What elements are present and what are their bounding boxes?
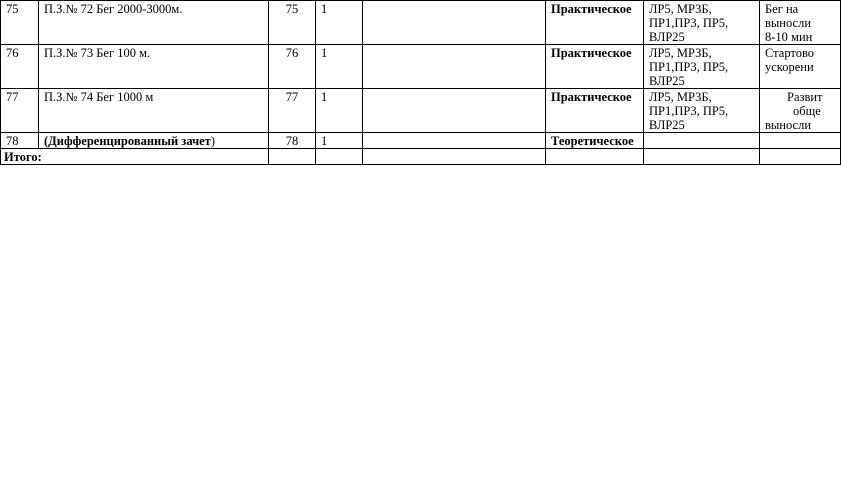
lesson-content: [760, 45, 841, 89]
competency-line: ЛР5, МРЗБ,: [649, 90, 712, 104]
competency-codes: [644, 45, 760, 89]
total-label: Итого:: [1, 149, 269, 165]
hours: 1: [316, 1, 363, 45]
content-line: выносли: [765, 16, 812, 30]
competency-line: ЛР5, МРЗБ,: [649, 2, 712, 16]
content-line: выносли: [765, 118, 812, 132]
lesson-title: П.З.№ 74 Бег 1000 м: [39, 89, 269, 133]
competency-line: ПР1,ПР3, ПР5,: [649, 60, 729, 74]
total-cell: [760, 149, 841, 165]
table-row: [1, 1, 841, 45]
competency-codes: [644, 133, 760, 149]
table-row: [1, 89, 841, 133]
content-line: обще: [793, 104, 821, 118]
hours: 1: [316, 45, 363, 89]
lesson-index: 75: [269, 1, 316, 45]
paren-close: ): [210, 134, 215, 148]
content-line: 8-10 мин: [765, 30, 813, 44]
lesson-content: [760, 1, 841, 45]
lesson-plan-table: [0, 0, 841, 165]
competency-codes: [644, 89, 760, 133]
lesson-title: П.З.№ 73 Бег 100 м.: [39, 45, 269, 89]
lesson-type: Практическое: [546, 1, 644, 45]
content-line: Развит: [787, 90, 823, 104]
lesson-content: [760, 133, 841, 149]
total-cell: [644, 149, 760, 165]
empty-cell: [363, 1, 546, 45]
lesson-type: Теоретическое: [546, 133, 644, 149]
lesson-index: 76: [269, 45, 316, 89]
row-number: 77: [1, 89, 39, 133]
table-row: [1, 45, 841, 89]
total-cell: [269, 149, 316, 165]
row-number: 75: [1, 1, 39, 45]
paren-open: (: [44, 134, 49, 148]
table-row: [1, 133, 841, 149]
row-number: 76: [1, 45, 39, 89]
lesson-index: 77: [269, 89, 316, 133]
competency-line: ЛР5, МРЗБ,: [649, 46, 712, 60]
lesson-title-wrapper: [39, 133, 269, 149]
competency-line: ВЛР25: [649, 118, 685, 132]
total-row: [1, 149, 841, 165]
lesson-title: П.З.№ 72 Бег 2000-3000м.: [39, 1, 269, 45]
content-line: ускорени: [765, 60, 814, 74]
total-cell: [546, 149, 644, 165]
lesson-title: Дифференцированный зачет: [48, 134, 211, 148]
total-cell: [363, 149, 546, 165]
lesson-content: [760, 89, 841, 133]
competency-line: ПР1,ПР3, ПР5,: [649, 16, 729, 30]
hours: 1: [316, 133, 363, 149]
hours: 1: [316, 89, 363, 133]
lesson-type: Практическое: [546, 89, 644, 133]
competency-line: ВЛР25: [649, 30, 685, 44]
lesson-type: Практическое: [546, 45, 644, 89]
content-line: Бег на: [765, 2, 799, 16]
empty-cell: [363, 133, 546, 149]
competency-line: ВЛР25: [649, 74, 685, 88]
empty-cell: [363, 89, 546, 133]
content-line: Стартово: [765, 46, 815, 60]
competency-codes: [644, 1, 760, 45]
lesson-index: 78: [269, 133, 316, 149]
competency-line: ПР1,ПР3, ПР5,: [649, 104, 729, 118]
total-cell: [316, 149, 363, 165]
row-number: 78: [1, 133, 39, 149]
empty-cell: [363, 45, 546, 89]
